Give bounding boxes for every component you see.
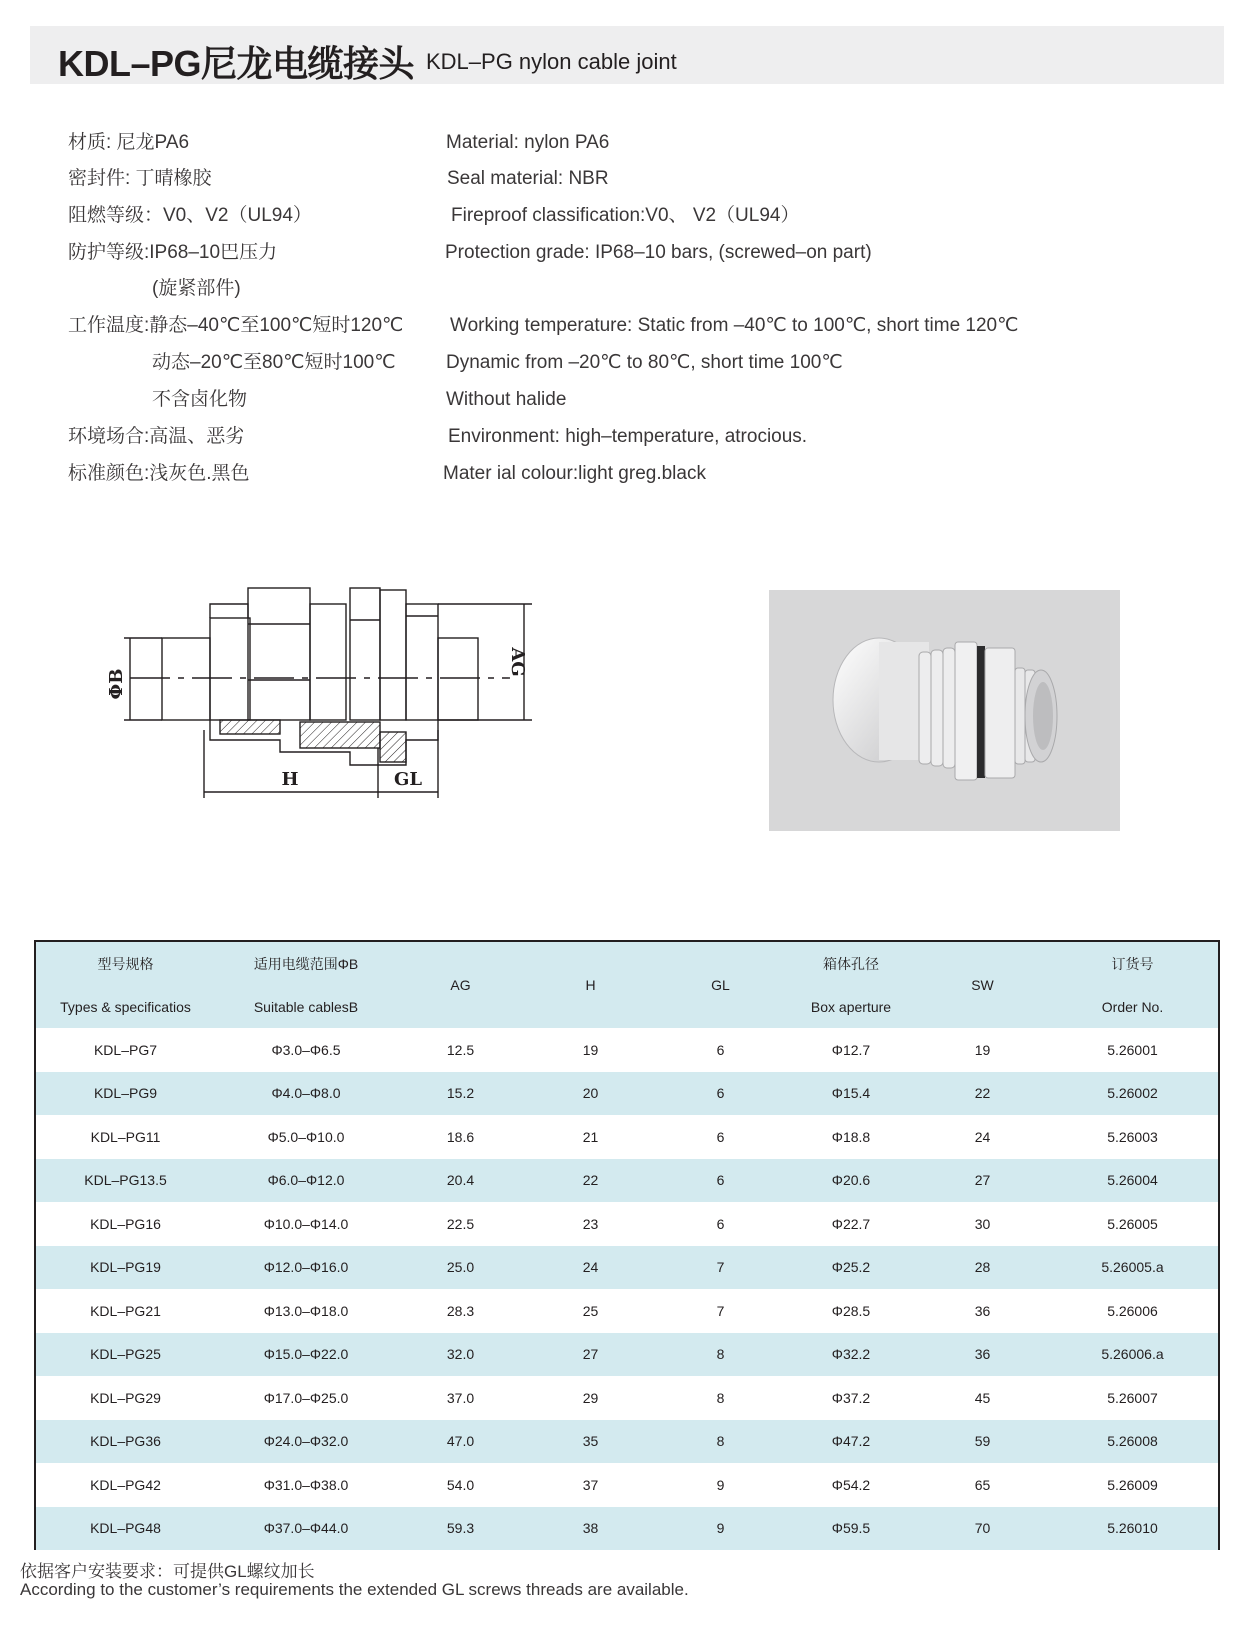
cell-order: 5.26003 <box>1107 1128 1158 1145</box>
header-box <box>784 942 918 1028</box>
table-row <box>36 1159 1218 1203</box>
spec-table <box>34 940 1220 1550</box>
cell-ag: 15.2 <box>446 1085 475 1102</box>
header-ag: AG <box>450 977 471 993</box>
cell-type: KDL–PG29 <box>90 1389 161 1406</box>
table-row <box>36 1028 1218 1072</box>
cell-gl: 7 <box>716 1302 725 1319</box>
cell-ag: 32.0 <box>446 1346 475 1363</box>
page-subtitle: KDL–PG nylon cable joint <box>426 49 677 74</box>
cell-h: 25 <box>582 1302 599 1319</box>
cell-ag: 22.5 <box>446 1215 475 1232</box>
cell-gl: 8 <box>716 1433 725 1450</box>
cell-sw: 30 <box>974 1215 991 1232</box>
cell-h: 35 <box>582 1433 599 1450</box>
cell-type: KDL–PG7 <box>93 1041 158 1058</box>
cell-type: KDL–PG21 <box>90 1302 161 1319</box>
cell-h: 38 <box>582 1520 599 1537</box>
cell-box: Φ20.6 <box>831 1172 871 1189</box>
cell-box: Φ28.5 <box>831 1302 871 1319</box>
cell-ag: 47.0 <box>446 1433 475 1450</box>
header-type-en: Types & specificatios <box>60 999 191 1015</box>
cell-cable: Φ3.0–Φ6.5 <box>271 1041 341 1058</box>
cell-order: 5.26006 <box>1107 1302 1158 1319</box>
cell-type: KDL–PG48 <box>90 1520 161 1537</box>
header-gl: GL <box>711 977 730 993</box>
cell-ag: 20.4 <box>446 1172 475 1189</box>
cell-h: 24 <box>582 1259 599 1276</box>
label-h: H <box>281 769 299 790</box>
cell-type: KDL–PG36 <box>90 1433 161 1450</box>
cell-order: 5.26009 <box>1107 1476 1158 1493</box>
cell-cable: Φ15.0–Φ22.0 <box>263 1346 349 1363</box>
cell-box: Φ18.8 <box>831 1128 871 1145</box>
header-cable <box>215 942 397 1028</box>
cell-ag: 12.5 <box>446 1041 475 1058</box>
header-sw: SW <box>971 977 994 993</box>
cell-ag: 54.0 <box>446 1476 475 1493</box>
cell-gl: 7 <box>716 1259 725 1276</box>
spec-temperature-cn-3: 不含卤化物 <box>152 389 248 410</box>
table-row <box>36 1246 1218 1290</box>
cell-type: KDL–PG13.5 <box>84 1172 167 1189</box>
spec-fire-cn: 阻燃等级：V0、V2（UL94） <box>68 205 312 226</box>
cell-sw: 27 <box>974 1172 991 1189</box>
cell-order: 5.26005 <box>1107 1215 1158 1232</box>
cell-gl: 6 <box>716 1128 725 1145</box>
spec-environment-cn: 环境场合:高温、恶劣 <box>68 426 245 447</box>
cell-gl: 6 <box>716 1215 725 1232</box>
cell-sw: 36 <box>974 1346 991 1363</box>
cell-cable: Φ10.0–Φ14.0 <box>263 1215 349 1232</box>
spec-fire-en: Fireproof classification:V0、 V2（UL94） <box>451 205 800 226</box>
spec-environment-en: Environment: high–temperature, atrocious. <box>448 426 808 447</box>
cell-type: KDL–PG19 <box>90 1259 161 1276</box>
cell-sw: 45 <box>974 1389 991 1406</box>
header-type-cn: 型号规格 <box>97 956 154 972</box>
cell-h: 23 <box>582 1215 599 1232</box>
footnote-cn: 依据客户安装要求：可提供GL螺纹加长 <box>20 1562 315 1581</box>
table-row <box>36 1507 1218 1551</box>
cell-type: KDL–PG25 <box>90 1346 161 1363</box>
cell-box: Φ47.2 <box>831 1433 871 1450</box>
header-h: H <box>585 977 596 993</box>
cell-cable: Φ4.0–Φ8.0 <box>271 1085 341 1102</box>
cell-h: 37 <box>582 1476 599 1493</box>
header-order-cn: 订货号 <box>1111 956 1154 972</box>
cell-h: 27 <box>582 1346 599 1363</box>
spec-temperature-cn-2: 动态–20℃至80℃短时100℃ <box>152 352 396 373</box>
cell-ag: 28.3 <box>446 1302 475 1319</box>
cell-gl: 9 <box>716 1520 725 1537</box>
label-ag: AG <box>507 647 528 677</box>
spec-colour-cn: 标准颜色:浅灰色.黑色 <box>68 463 250 484</box>
cell-ag: 18.6 <box>446 1128 475 1145</box>
title-bar <box>30 26 1224 84</box>
spec-temperature-en: Working temperature: Static from –40℃ to 100℃, short time 120℃ <box>450 315 1019 336</box>
cell-ag: 25.0 <box>446 1259 475 1276</box>
header-order <box>1047 942 1218 1028</box>
spec-temperature-en-2: Dynamic from –20℃ to 80℃, short time 100℃ <box>446 352 843 373</box>
table-row <box>36 1072 1218 1116</box>
cell-sw: 36 <box>974 1302 991 1319</box>
table-row <box>36 1463 1218 1507</box>
spec-temperature-en-3: Without halide <box>446 389 567 410</box>
cell-order: 5.26006.a <box>1101 1346 1164 1363</box>
cell-sw: 22 <box>974 1085 991 1102</box>
page-title: KDL–PG尼龙电缆接头 <box>58 43 415 84</box>
cell-sw: 24 <box>974 1128 991 1145</box>
cell-gl: 6 <box>716 1085 725 1102</box>
label-phi-b: ΦB <box>106 668 127 700</box>
cell-order: 5.26010 <box>1107 1520 1158 1537</box>
cell-h: 22 <box>582 1172 599 1189</box>
table-header-row <box>36 942 1218 1028</box>
cell-gl: 9 <box>716 1476 725 1493</box>
table-row <box>36 1115 1218 1159</box>
cell-box: Φ12.7 <box>831 1041 871 1058</box>
cell-type: KDL–PG42 <box>90 1476 161 1493</box>
cell-h: 29 <box>582 1389 599 1406</box>
cell-order: 5.26005.a <box>1101 1259 1164 1276</box>
spec-seal-cn: 密封件: 丁晴橡胶 <box>68 168 212 189</box>
table-row <box>36 1333 1218 1377</box>
cell-order: 5.26001 <box>1107 1041 1158 1058</box>
cell-cable: Φ13.0–Φ18.0 <box>263 1302 349 1319</box>
cell-box: Φ32.2 <box>831 1346 871 1363</box>
cell-type: KDL–PG16 <box>90 1215 161 1232</box>
spec-material-cn: 材质: 尼龙PA6 <box>68 132 190 153</box>
cell-order: 5.26004 <box>1107 1172 1158 1189</box>
header-box-en: Box aperture <box>810 999 892 1015</box>
cell-cable: Φ24.0–Φ32.0 <box>263 1433 349 1450</box>
cell-order: 5.26002 <box>1107 1085 1158 1102</box>
spec-table-grid <box>36 942 1218 1550</box>
cell-gl: 6 <box>716 1041 725 1058</box>
cell-type: KDL–PG11 <box>90 1128 161 1145</box>
table-row <box>36 1376 1218 1420</box>
footnote-en: According to the customer’s requirements the extended GL screws threads are available. <box>20 1580 689 1599</box>
cell-h: 21 <box>582 1128 599 1145</box>
cell-box: Φ25.2 <box>831 1259 871 1276</box>
cell-order: 5.26007 <box>1107 1389 1158 1406</box>
header-order-en: Order No. <box>1101 999 1164 1015</box>
cell-box: Φ22.7 <box>831 1215 871 1232</box>
cable-gland-image <box>769 590 1120 831</box>
table-row <box>36 1202 1218 1246</box>
cell-cable: Φ17.0–Φ25.0 <box>263 1389 349 1406</box>
cell-type: KDL–PG9 <box>93 1085 158 1102</box>
spec-temperature-cn: 工作温度:静态–40℃至100℃短时120℃ <box>68 315 404 336</box>
header-box-cn: 箱体孔径 <box>823 956 879 972</box>
spec-protection-en: Protection grade: IP68–10 bars, (screwed–on part) <box>445 242 872 263</box>
cell-gl: 6 <box>716 1172 725 1189</box>
header-cable-cn: 适用电缆范围ΦB <box>253 956 359 972</box>
spec-protection-cn: 防护等级:IP68–10巴压力 <box>68 242 278 263</box>
cell-h: 20 <box>582 1085 599 1102</box>
cell-ag: 59.3 <box>446 1520 475 1537</box>
cell-order: 5.26008 <box>1107 1433 1158 1450</box>
cell-h: 19 <box>582 1041 599 1058</box>
cell-gl: 8 <box>716 1346 725 1363</box>
cell-cable: Φ5.0–Φ10.0 <box>267 1128 345 1145</box>
technical-drawing <box>100 580 560 830</box>
label-gl: GL <box>393 769 423 790</box>
cell-box: Φ15.4 <box>831 1085 871 1102</box>
cell-gl: 8 <box>716 1389 725 1406</box>
spec-protection-cn-2: (旋紧部件) <box>152 278 241 299</box>
cell-cable: Φ37.0–Φ44.0 <box>263 1520 349 1537</box>
cell-cable: Φ6.0–Φ12.0 <box>267 1172 345 1189</box>
spec-seal-en: Seal material: NBR <box>447 168 609 189</box>
header-cable-en: Suitable cablesB <box>253 999 359 1015</box>
cell-cable: Φ12.0–Φ16.0 <box>263 1259 349 1276</box>
cell-box: Φ54.2 <box>831 1476 871 1493</box>
cell-sw: 65 <box>974 1476 991 1493</box>
cell-sw: 70 <box>974 1520 991 1537</box>
cell-sw: 28 <box>974 1259 991 1276</box>
table-row <box>36 1289 1218 1333</box>
table-row <box>36 1420 1218 1464</box>
cell-box: Φ37.2 <box>831 1389 871 1406</box>
header-type <box>36 942 215 1028</box>
cell-sw: 59 <box>974 1433 991 1450</box>
cell-cable: Φ31.0–Φ38.0 <box>263 1476 349 1493</box>
cell-sw: 19 <box>974 1041 991 1058</box>
spec-material-en: Material: nylon PA6 <box>446 132 610 153</box>
cell-box: Φ59.5 <box>831 1520 871 1537</box>
cell-ag: 37.0 <box>446 1389 475 1406</box>
spec-colour-en: Mater ial colour:light greg.black <box>443 463 706 484</box>
product-photo <box>769 590 1120 831</box>
